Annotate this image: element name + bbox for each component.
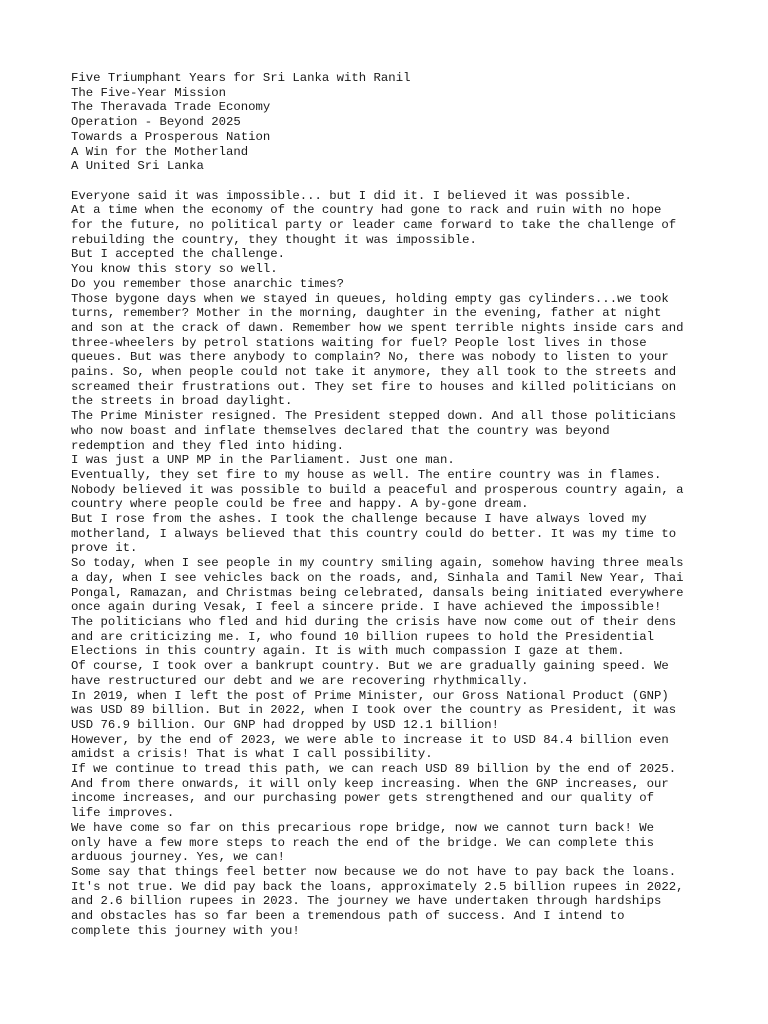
body-line: pains. So, when people could not take it anymore, they all took to the streets and bbox=[71, 365, 677, 380]
body-line: and 2.6 billion rupees in 2023. The journey we have undertaken through hardships bbox=[71, 894, 662, 909]
body-line: prove it. bbox=[71, 541, 138, 556]
body-line: income increases, and our purchasing power gets strengthened and our quality of bbox=[71, 791, 654, 806]
body-line: And from there onwards, it will only keep increasing. When the GNP increases, our bbox=[71, 776, 669, 791]
body-line: USD 76.9 billion. Our GNP had dropped by USD 12.1 billion! bbox=[71, 717, 500, 732]
body-line: The Prime Minister resigned. The President stepped down. And all those politicians bbox=[71, 409, 677, 424]
body-line: queues. But was there anybody to complain? No, there was nobody to listen to your bbox=[71, 350, 669, 365]
heading-list bbox=[71, 71, 711, 174]
body-line: Eventually, they set fire to my house as well. The entire country was in flames. bbox=[71, 467, 662, 482]
body-line: At a time when the economy of the country had gone to rack and ruin with no hope bbox=[71, 203, 662, 218]
body-line: Do you remember those anarchic times? bbox=[71, 276, 345, 291]
heading-line: Five Triumphant Years for Sri Lanka with Ranil bbox=[71, 71, 411, 85]
heading-line: Operation - Beyond 2025 bbox=[71, 115, 241, 130]
body-line: complete this journey with you! bbox=[71, 923, 300, 938]
body-line: the streets in broad daylight. bbox=[71, 394, 293, 409]
heading-line: The Five-Year Mission bbox=[71, 85, 226, 100]
body-line: If we continue to tread this path, we can reach USD 89 billion by the end of 2025. bbox=[71, 762, 677, 777]
body-line: So today, when I see people in my country smiling again, somehow having three meals bbox=[71, 556, 684, 571]
document-page bbox=[71, 71, 711, 938]
body-line: three-wheelers by petrol stations waiting for fuel? People lost lives in those bbox=[71, 335, 647, 350]
body-line: and obstacles has so far been a tremendous path of success. And I intend to bbox=[71, 909, 625, 924]
body-line: have restructured our debt and we are recovering rhythmically. bbox=[71, 673, 529, 688]
heading-line: A Win for the Motherland bbox=[71, 144, 249, 159]
body-line: only have a few more steps to reach the end of the bridge. We can complete this bbox=[71, 835, 654, 850]
body-line: was USD 89 billion. But in 2022, when I took over the country as President, it was bbox=[71, 703, 677, 718]
body-line: Of course, I took over a bankrupt country. But we are gradually gaining speed. We bbox=[71, 659, 669, 674]
body-line: turns, remember? Mother in the morning, daughter in the evening, father at night bbox=[71, 306, 662, 321]
body-line: who now boast and inflate themselves declared that the country was beyond bbox=[71, 423, 610, 438]
body-line: However, by the end of 2023, we were able to increase it to USD 84.4 billion even bbox=[71, 732, 669, 747]
heading-line: Towards a Prosperous Nation bbox=[71, 129, 271, 144]
body-line: Nobody believed it was possible to build a peaceful and prosperous country again, a bbox=[71, 482, 684, 497]
body-line: Those bygone days when we stayed in queues, holding empty gas cylinders...we took bbox=[71, 291, 669, 306]
body-line: I was just a UNP MP in the Parliament. Just one man. bbox=[71, 453, 455, 468]
body-text bbox=[71, 189, 711, 939]
body-line: life improves. bbox=[71, 806, 175, 821]
body-line: amidst a crisis! That is what I call possibility. bbox=[71, 747, 433, 762]
body-line: for the future, no political party or leader came forward to take the challenge of bbox=[71, 218, 677, 233]
body-line: In 2019, when I left the post of Prime Minister, our Gross National Product (GNP) bbox=[71, 688, 669, 703]
body-line: and son at the crack of dawn. Remember how we spent terrible nights inside cars and bbox=[71, 320, 684, 335]
body-line: arduous journey. Yes, we can! bbox=[71, 850, 286, 865]
body-line: But I rose from the ashes. I took the challenge because I have always loved my bbox=[71, 512, 647, 527]
body-line: a day, when I see vehicles back on the roads, and, Sinhala and Tamil New Year, Thai bbox=[71, 570, 684, 585]
body-line: Everyone said it was impossible... but I did it. I believed it was possible. bbox=[71, 188, 632, 203]
body-line: screamed their frustrations out. They set fire to houses and killed politicians on bbox=[71, 379, 677, 394]
body-line: It's not true. We did pay back the loans, approximately 2.5 billion rupees in 2022, bbox=[71, 879, 684, 894]
body-line: and are criticizing me. I, who found 10 billion rupees to hold the Presidential bbox=[71, 629, 654, 644]
body-line: motherland, I always believed that this country could do better. It was my time to bbox=[71, 526, 677, 541]
body-line: The politicians who fled and hid during the crisis have now come out of their dens bbox=[71, 615, 677, 629]
body-line: country where people could be free and happy. A by-gone dream. bbox=[71, 497, 529, 512]
body-line: Pongal, Ramazan, and Christmas being celebrated, dansals being initiated everywhere bbox=[71, 585, 684, 600]
body-line: redemption and they fled into hiding. bbox=[71, 438, 345, 453]
heading-line: A United Sri Lanka bbox=[71, 159, 204, 174]
body-line: We have come so far on this precarious rope bridge, now we cannot turn back! We bbox=[71, 820, 654, 835]
body-line: rebuilding the country, they thought it was impossible. bbox=[71, 232, 477, 247]
body-line: But I accepted the challenge. bbox=[71, 247, 286, 262]
body-line: once again during Vesak, I feel a sincere pride. I have achieved the impossible! bbox=[71, 600, 662, 615]
blank-line bbox=[71, 174, 711, 189]
heading-line: The Theravada Trade Economy bbox=[71, 100, 271, 115]
body-line: You know this story so well. bbox=[71, 262, 278, 277]
body-line: Some say that things feel better now because we do not have to pay back the loans. bbox=[71, 864, 677, 879]
body-line: Elections in this country again. It is with much compassion I gaze at them. bbox=[71, 644, 625, 659]
